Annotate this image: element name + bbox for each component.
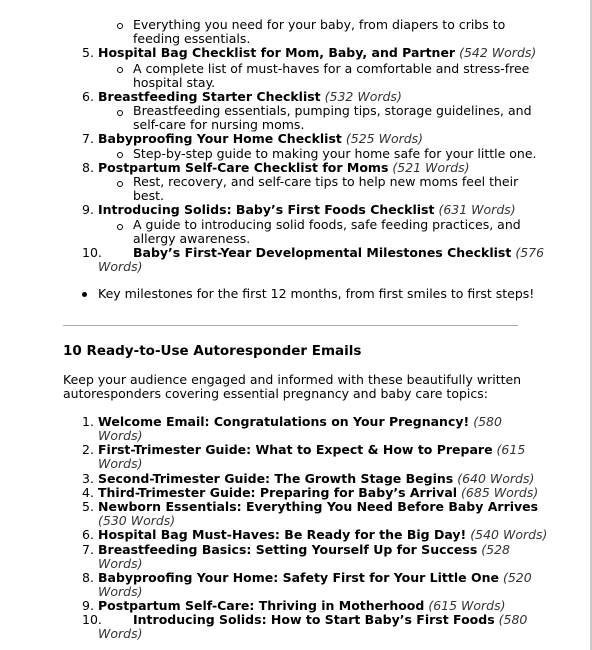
word-count: (530 Words) (98, 513, 176, 528)
email-item (98, 415, 502, 429)
circle-bullet-icon (117, 224, 123, 230)
email-item (98, 500, 538, 514)
word-count: (521 Words) (392, 160, 470, 175)
email-title: Second-Trimester Guide: The Growth Stage Begins (98, 471, 454, 486)
list-item-desc: allergy awareness. (133, 231, 251, 246)
email-title: Hospital Bag Must-Haves: Be Ready for the Big Day! (98, 527, 467, 542)
email-item (98, 571, 532, 585)
list-number: 7. (82, 542, 94, 557)
list-number: 6. (82, 527, 94, 542)
disc-bullet-icon (82, 292, 87, 297)
list-number: 1. (82, 414, 94, 429)
circle-bullet-icon (117, 23, 123, 29)
divider (63, 325, 518, 326)
list-item-desc: hospital stay. (133, 75, 216, 90)
email-title: Breastfeeding Basics: Setting Yourself Up for Success (98, 542, 478, 557)
circle-bullet-icon (117, 67, 123, 73)
word-count: (525 Words) (345, 131, 424, 146)
word-count: Words) (98, 259, 143, 274)
word-count: Words) (98, 428, 143, 443)
checklist-title: Baby’s First-Year Developmental Milestones Checklist (133, 245, 512, 260)
checklist-title: Postpartum Self-Care Checklist for Moms (98, 160, 389, 175)
list-number: 8. (82, 160, 94, 175)
word-count: (580 (498, 612, 528, 627)
list-item-desc: Rest, recovery, and self-care tips to help new moms feel their (133, 174, 519, 189)
list-number: 10. (82, 245, 102, 260)
intro-text: autoresponders covering essential pregnancy and baby care topics: (63, 386, 488, 401)
list-number: 9. (82, 202, 94, 217)
word-count: (615 Words) (428, 598, 506, 613)
checklist-item (98, 90, 402, 104)
word-count: (542 Words) (459, 45, 537, 60)
list-item-desc: Key milestones for the first 12 months, from first smiles to first steps! (98, 286, 535, 301)
word-count: (576 (515, 245, 545, 260)
list-item-desc: A guide to introducing solid foods, safe feeding practices, and (133, 217, 521, 232)
list-item-desc: A complete list of must-haves for a comfortable and stress-free (133, 61, 530, 76)
list-item-desc: Step-by-step guide to making your home safe for your little one. (133, 146, 537, 161)
email-item (98, 486, 538, 500)
email-title: First-Trimester Guide: What to Expect & How to Prepare (98, 442, 493, 457)
word-count: Words) (98, 584, 143, 599)
circle-bullet-icon (117, 181, 123, 187)
email-title: Introducing Solids: How to Start Baby’s First Foods (133, 612, 495, 627)
list-number: 5. (82, 499, 94, 514)
circle-bullet-icon (117, 152, 123, 158)
list-item-desc: feeding essentials. (133, 31, 251, 46)
checklist-title: Introducing Solids: Baby’s First Foods Checklist (98, 202, 435, 217)
checklist-item (98, 46, 536, 60)
email-item (98, 543, 510, 557)
checklist-item (98, 161, 470, 175)
list-number: 5. (82, 45, 94, 60)
email-title: Babyproofing Your Home: Safety First for Your Little One (98, 570, 499, 585)
email-title: Postpartum Self-Care: Thriving in Motherhood (98, 598, 425, 613)
list-number: 9. (82, 598, 94, 613)
section-heading: 10 Ready-to-Use Autoresponder Emails (63, 343, 362, 359)
word-count: (540 Words) (470, 527, 548, 542)
word-count: (528 (481, 542, 511, 557)
word-count: Words) (98, 456, 143, 471)
email-title: Newborn Essentials: Everything You Need Before Baby Arrives (98, 499, 539, 514)
list-number: 2. (82, 442, 94, 457)
email-item (98, 599, 506, 613)
list-item-desc: Breastfeeding essentials, pumping tips, storage guidelines, and (133, 103, 532, 118)
word-count: (631 Words) (438, 202, 516, 217)
email-title: Welcome Email: Congratulations on Your Pregnancy! (98, 414, 470, 429)
list-number: 4. (82, 485, 94, 500)
list-item-desc: Everything you need for your baby, from diapers to cribs to (133, 17, 506, 32)
checklist-title: Hospital Bag Checklist for Mom, Baby, and Partner (98, 45, 456, 60)
word-count: (685 Words) (461, 485, 539, 500)
list-number: 3. (82, 471, 94, 486)
email-item (98, 472, 534, 486)
list-number: 8. (82, 570, 94, 585)
word-count: (615 (496, 442, 526, 457)
list-number: 6. (82, 89, 94, 104)
list-item-desc: self-care for nursing moms. (133, 117, 305, 132)
word-count: (580 (473, 414, 502, 429)
intro-text: Keep your audience engaged and informed with these beautifully written (63, 372, 522, 387)
word-count: (640 Words) (457, 471, 535, 486)
word-count: (532 Words) (324, 89, 402, 104)
word-count: Words) (98, 556, 143, 571)
email-item (98, 528, 547, 542)
list-item-desc: best. (133, 188, 165, 203)
email-item (133, 613, 527, 627)
email-title: Third-Trimester Guide: Preparing for Baby’s Arrival (98, 485, 458, 500)
checklist-item (98, 132, 423, 146)
checklist-item (133, 246, 544, 260)
circle-bullet-icon (117, 110, 123, 116)
list-number: 7. (82, 131, 94, 146)
list-number: 10. (82, 612, 102, 627)
checklist-item (98, 203, 516, 217)
checklist-title: Babyproofing Your Home Checklist (98, 131, 342, 146)
checklist-title: Breastfeeding Starter Checklist (98, 89, 321, 104)
email-item (98, 443, 525, 457)
word-count: (520 (502, 570, 532, 585)
word-count: Words) (98, 626, 143, 641)
